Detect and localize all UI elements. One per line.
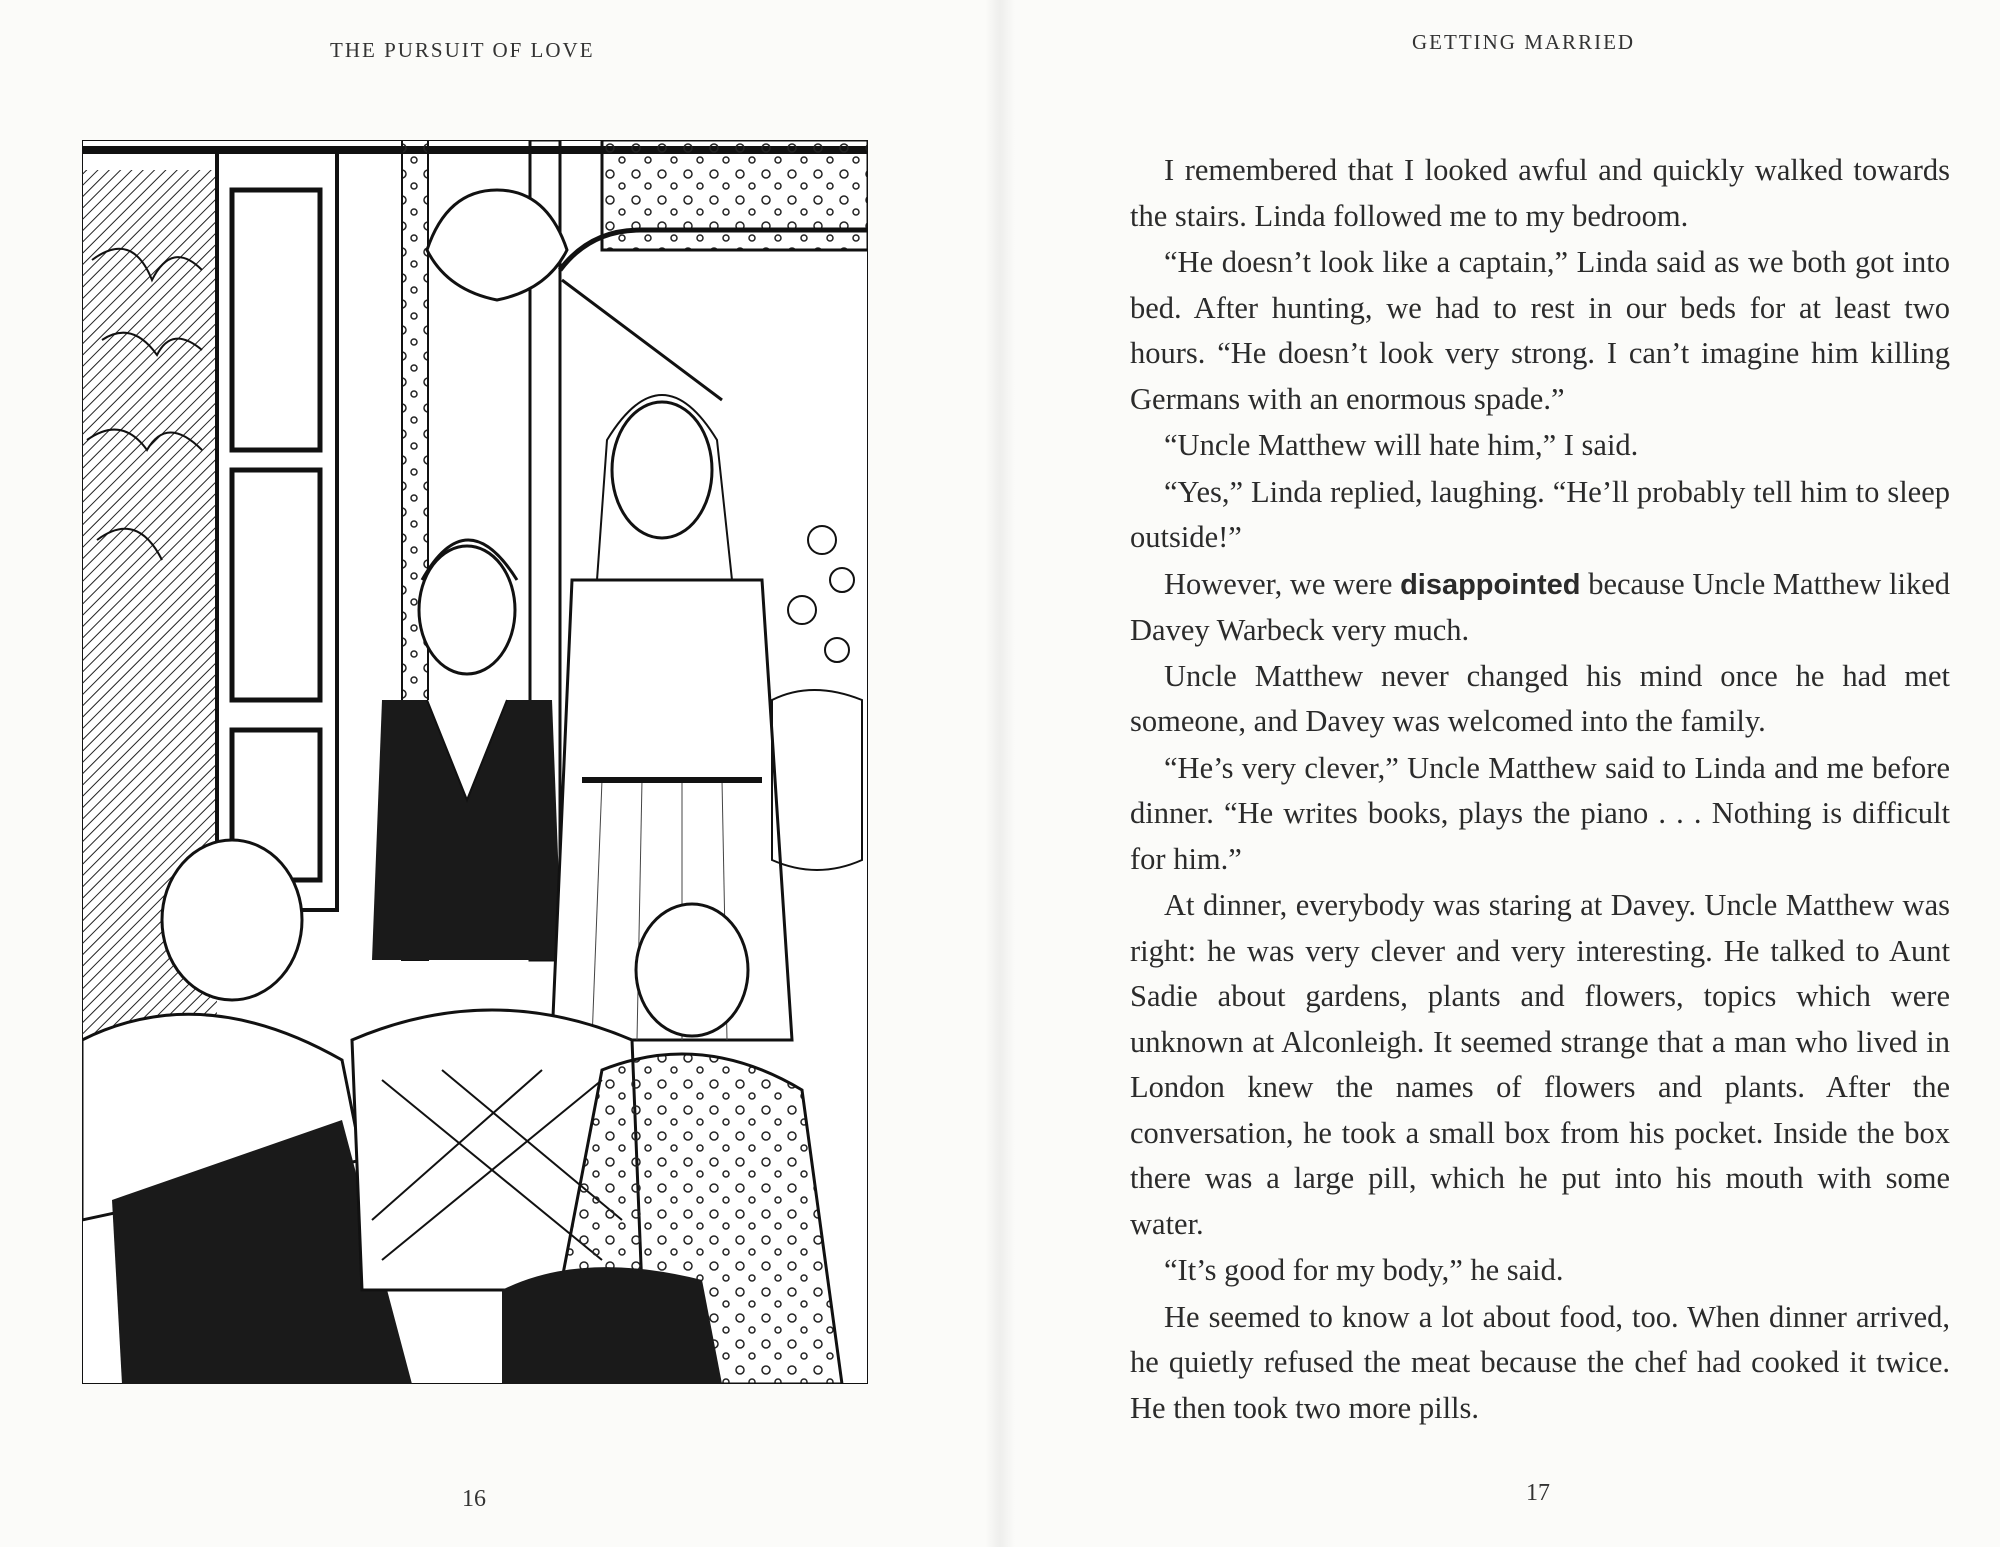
left-running-head: THE PURSUIT OF LOVE [330,38,595,62]
right-page-number: 17 [1526,1480,1550,1506]
paragraph: I remembered that I looked awful and quickly walked towards the stairs. Linda followed me to my bedroom. [1130,153,1950,233]
bold-word-disappointed: disappointed [1400,568,1581,601]
paragraph: At dinner, everybody was staring at Davey. Uncle Matthew was right: he was very clever and very interesting. He talked to Aunt Sadie about gardens, plants and flowers, topics which were unknown at Alconleigh. It seemed strange that a man who lived in London knew the names of flowers and plants. After the conversation, he took a small box from his pocket. Inside the box there was a large pill, which he put into his mouth with some water. [1130,888,1950,1241]
left-page-number: 16 [462,1486,486,1512]
paragraph: “He doesn’t look like a captain,” Linda said as we both got into bed. After hunting, we had to rest in our beds for at least two hours. “He doesn’t look very strong. I can’t imagine him killing Germans with an enormous spade.” [1130,245,1950,416]
paragraph: He seemed to know a lot about food, too. When dinner arrived, he quietly refused the meat because the chef had cooked it twice. He then took two more pills. [1130,1299,1950,1425]
paragraph: “Uncle Matthew will hate him,” I said. [1164,428,1639,462]
pen-and-ink-illustration-icon [82,140,868,1384]
book-gutter [985,0,1015,1547]
paragraph: “Yes,” Linda replied, laughing. “He’ll probably tell him to sleep outside!” [1130,474,1950,554]
body-text [1130,148,1950,1432]
paragraph: Uncle Matthew never changed his mind once he had met someone, and Davey was welcomed into the family. [1130,658,1950,738]
paragraph: “It’s good for my body,” he said. [1164,1253,1564,1287]
right-running-head: GETTING MARRIED [1412,30,1636,54]
paragraph: However, we were disappointed because Uncle Matthew liked Davey Warbeck very much. [1130,566,1950,647]
paragraph: “He’s very clever,” Uncle Matthew said to Linda and me before dinner. “He writes books, plays the piano . . . Nothing is difficult for him.” [1130,750,1950,876]
